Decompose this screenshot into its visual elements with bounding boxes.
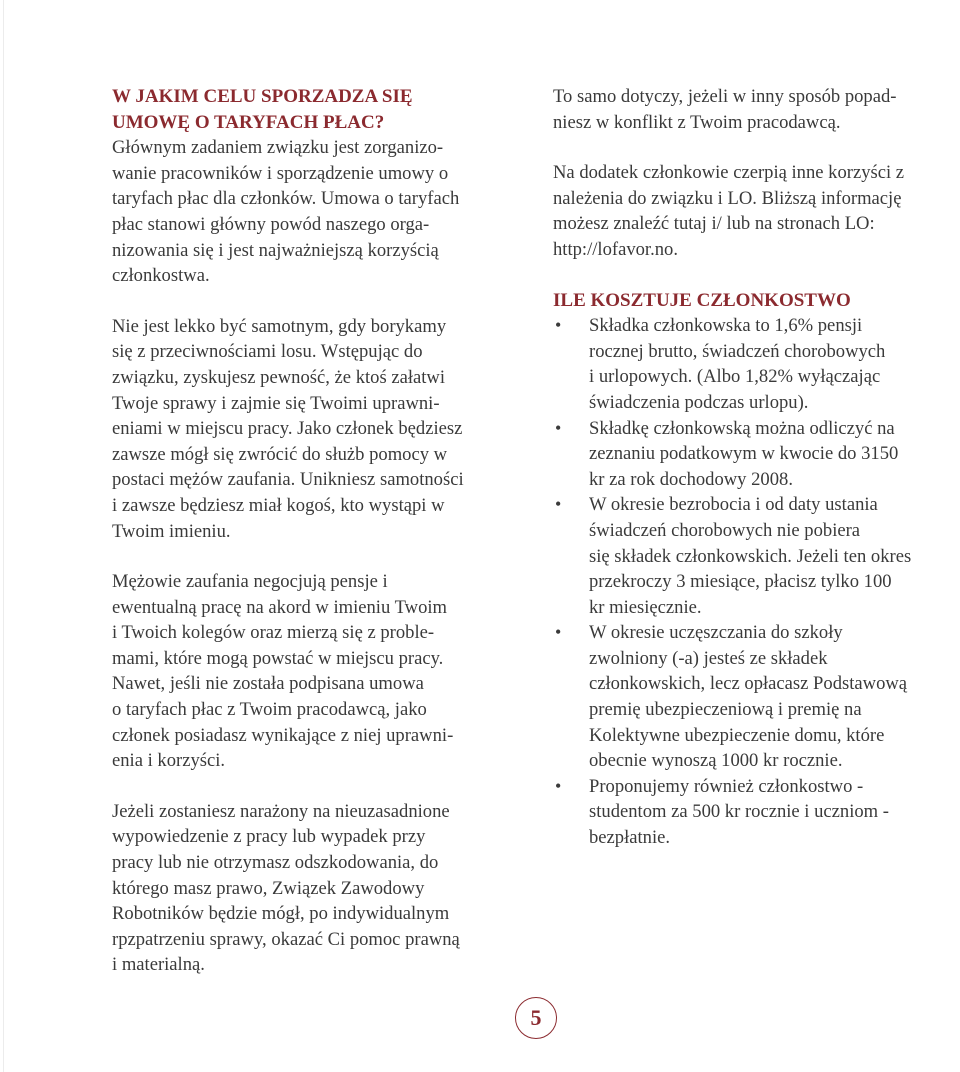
text-line: członek posiadasz wynikające z niej uprawni- xyxy=(112,724,454,746)
page-number-badge: 5 xyxy=(515,997,557,1039)
text-line: Robotników będzie mógł, po indywidualnym xyxy=(112,903,450,925)
bullet-icon: • xyxy=(555,417,562,438)
text-line: Kolektywne ubezpieczenie domu, które xyxy=(589,724,885,746)
text-line: zwolniony (-a) jesteś ze składek xyxy=(589,647,828,669)
text-line: wanie pracowników i sporządzenie umowy o xyxy=(112,162,449,184)
left-column xyxy=(112,84,524,1003)
paragraph-conflict xyxy=(553,84,955,135)
text-line: http://lofavor.no. xyxy=(553,238,678,260)
text-line: się z przeciwnościami losu. Wstępując do xyxy=(112,341,423,363)
text-line: możesz znaleźć tutaj i/ lub na stronach LO: xyxy=(553,213,875,235)
text-line: przekroczy 3 miesiące, płacisz tylko 100 xyxy=(589,571,892,593)
text-line: W okresie uczęszczania do szkoły xyxy=(589,622,843,644)
text-line: Twoje sprawy i zajmie się Twoimi uprawni- xyxy=(112,392,440,414)
section-heading-cost: ILE KOSZTUJE CZŁONKOSTWO xyxy=(553,289,851,311)
text-line: Twoim imieniu. xyxy=(112,520,231,542)
paragraph-shop-stewards xyxy=(112,569,524,774)
text-line: To samo dotyczy, jeżeli w inny sposób popad- xyxy=(553,86,897,107)
text-line: rocznej brutto, świadczeń chorobowych xyxy=(589,340,886,362)
text-line: i zawsze będziesz miał kogoś, kto wystąpi w xyxy=(112,494,445,516)
text-line: którego masz prawo, Związek Zawodowy xyxy=(112,877,425,899)
text-line: związku, zyskujesz pewność, że ktoś załatwi xyxy=(112,366,446,388)
paragraph-not-alone xyxy=(112,314,524,544)
text-line: studentom za 500 kr rocznie i uczniom - xyxy=(589,801,889,823)
list-item xyxy=(553,492,955,620)
text-line: członkostwa. xyxy=(112,265,210,287)
text-line: się składek członkowskich. Jeżeli ten okres xyxy=(589,545,912,567)
list-item xyxy=(553,313,955,415)
text-line: kr miesięcznie. xyxy=(589,596,702,618)
paragraph-main-purpose xyxy=(112,135,524,289)
bullet-icon: • xyxy=(555,315,562,336)
text-line: zeznaniu podatkowym w kwocie do 3150 xyxy=(589,443,899,465)
text-line: płac stanowi główny powód naszego orga- xyxy=(112,213,430,235)
list-item xyxy=(553,416,955,493)
text-line: i urlopowych. (Albo 1,82% wyłączając xyxy=(589,366,881,388)
text-line: pracy lub nie otrzymasz odszkodowania, do xyxy=(112,852,439,874)
list-item xyxy=(553,620,955,774)
text-line: i materialną. xyxy=(112,954,205,976)
text-line: Nie jest lekko być samotnym, gdy borykamy xyxy=(112,315,447,337)
text-line: eniami w miejscu pracy. Jako członek będziesz xyxy=(112,418,463,440)
text-line: bezpłatnie. xyxy=(589,827,671,849)
membership-cost-list xyxy=(553,313,955,850)
text-line: wypowiedzenie z pracy lub wypadek przy xyxy=(112,826,426,848)
paragraph-legal-help xyxy=(112,799,524,978)
heading-line: UMOWĘ O TARYFACH PŁAC? xyxy=(112,111,385,133)
heading-line: W JAKIM CELU SPORZADZA SIĘ xyxy=(112,86,413,107)
text-line: Proponujemy również członkostwo - xyxy=(589,775,864,797)
right-column xyxy=(553,84,955,851)
text-line: Jeżeli zostaniesz narażony na nieuzasadnione xyxy=(112,800,450,822)
bullet-icon: • xyxy=(555,775,562,796)
text-line: członkowskich, lecz opłacasz Podstawową xyxy=(589,673,908,695)
text-line: premię ubezpieczeniową i premię na xyxy=(589,699,862,721)
text-line: Składka członkowska to 1,6% pensji xyxy=(589,315,863,337)
text-line: świadczeń chorobowych nie pobiera xyxy=(589,519,861,541)
text-line: niesz w konflikt z Twoim pracodawcą. xyxy=(553,111,841,133)
text-line: Głównym zadaniem związku jest zorganizo- xyxy=(112,137,444,159)
text-line: mami, które mogą powstać w miejscu pracy. xyxy=(112,647,444,669)
bullet-icon: • xyxy=(555,622,562,643)
text-line: Mężowie zaufania negocjują pensje i xyxy=(112,571,388,593)
text-line: enia i korzyści. xyxy=(112,750,226,772)
text-line: Na dodatek członkowie czerpią inne korzyści z xyxy=(553,162,905,184)
text-line: o taryfach płac z Twoim pracodawcą, jako xyxy=(112,699,427,721)
list-item xyxy=(553,774,955,851)
text-line: zawsze mógł się zwrócić do służb pomocy w xyxy=(112,443,448,465)
text-line: Nawet, jeśli nie została podpisana umowa xyxy=(112,673,424,695)
text-line: i Twoich kolegów oraz mierzą się z proble- xyxy=(112,622,435,644)
text-line: ewentualną pracę na akord w imieniu Twoim xyxy=(112,596,447,618)
text-line: taryfach płac dla członków. Umowa o taryfach xyxy=(112,188,460,210)
text-line: rpzpatrzeniu sprawy, okazać Ci pomoc prawną xyxy=(112,928,460,950)
text-line: obecnie wynoszą 1000 kr rocznie. xyxy=(589,750,843,772)
text-line: W okresie bezrobocia i od daty ustania xyxy=(589,494,878,516)
text-line: kr za rok dochodowy 2008. xyxy=(589,468,793,490)
bullet-icon: • xyxy=(555,494,562,515)
paragraph-other-benefits xyxy=(553,160,955,262)
text-line: nizowania się i jest najważniejszą korzyścią xyxy=(112,239,439,261)
text-line: Składkę członkowską można odliczyć na xyxy=(589,417,895,439)
page-edge-divider xyxy=(3,0,4,1072)
text-line: świadczenia podczas urlopu). xyxy=(589,391,809,413)
text-line: postaci mężów zaufania. Unikniesz samotności xyxy=(112,469,464,491)
section-heading-purpose xyxy=(112,84,524,135)
text-line: należenia do związku i LO. Bliższą informację xyxy=(553,187,902,209)
